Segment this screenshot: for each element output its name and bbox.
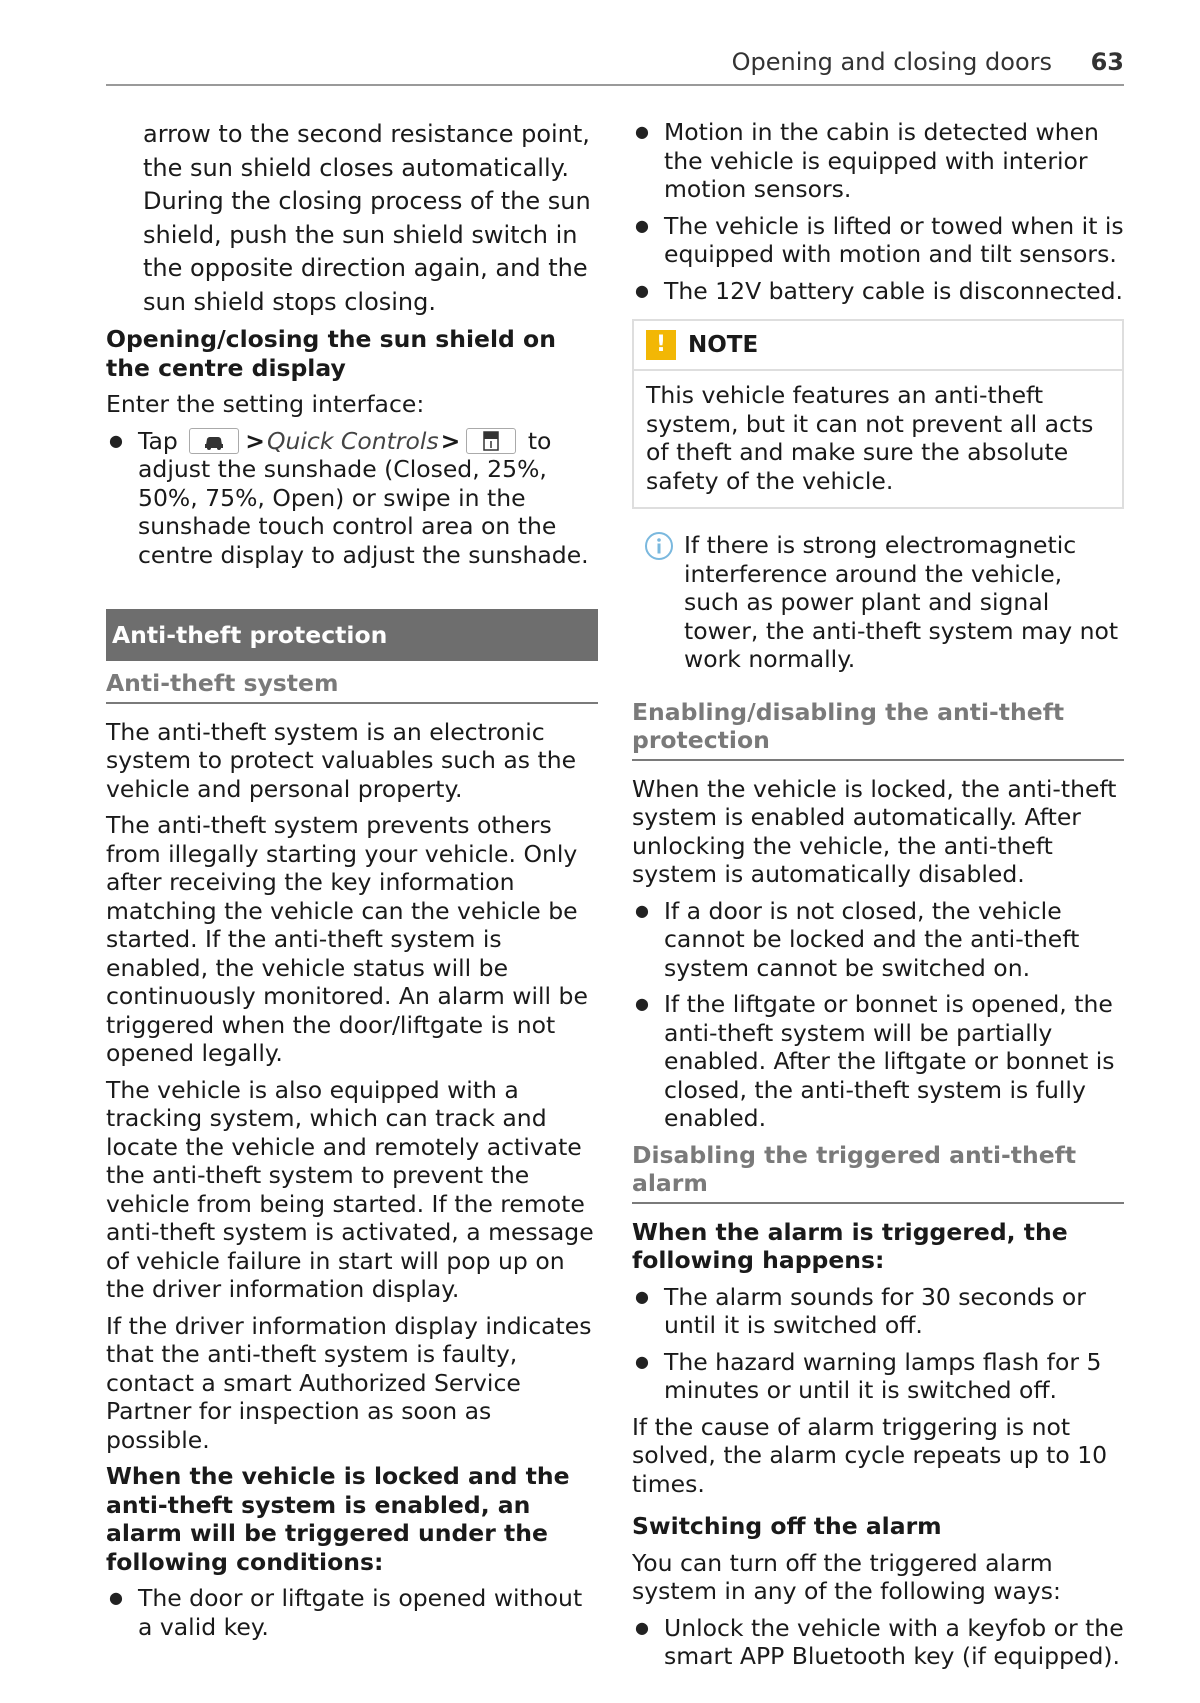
warning-icon: !	[646, 330, 676, 360]
paragraph: If the cause of alarm triggering is not solved, the alarm cycle repeats up to 10 times.	[632, 1412, 1108, 1498]
left-column	[106, 118, 598, 1649]
chevron-right-icon: >	[440, 426, 461, 455]
chevron-right-icon: >	[245, 426, 265, 455]
conditions-list	[106, 1584, 598, 1641]
note-box	[632, 319, 1124, 509]
triggered-list	[632, 1283, 1124, 1405]
note-body	[634, 371, 1122, 507]
switching-off-heading: Switching off the alarm	[632, 1512, 942, 1540]
car-icon	[189, 428, 239, 454]
tap-list	[106, 427, 598, 570]
switching-list	[632, 1614, 1124, 1671]
list-item: ● The vehicle is lifted or towed when it is equipped with motion and tilt sensors.	[632, 212, 1124, 269]
list-item: ● The hazard warning lamps flash for 5 minutes or until it is switched off.	[632, 1348, 1124, 1405]
disabling-heading: Disabling the triggered anti-theft alarm	[632, 1141, 1124, 1204]
info-icon	[644, 531, 674, 561]
alarm-conditions-heading: When the vehicle is locked and the anti-theft system is enabled, an alarm will be triggered under the following conditions:	[106, 1462, 570, 1576]
list-item: ● Motion in the cabin is detected when the vehicle is equipped with interior motion sensors.	[632, 118, 1124, 204]
centre-display-heading: Opening/closing the sun shield on the centre display	[106, 325, 556, 382]
conditions-list-continued	[632, 118, 1124, 305]
enabling-heading: Enabling/disabling the anti-theft protection	[632, 690, 1124, 761]
paragraph: The vehicle is also equipped with a tracking system, which can track and locate the vehicle and remotely activate the anti-theft system to prevent the vehicle from being started. If the remote anti-theft system is activated, a message of vehicle failure in start will pop up on the driver information display.	[106, 1075, 594, 1303]
list-item: ● The 12V battery cable is disconnected.	[632, 277, 1124, 306]
anti-theft-system-heading: Anti-theft system	[106, 661, 598, 704]
chapter-title: Opening and closing doors	[731, 48, 1052, 76]
list-item: ● Unlock the vehicle with a keyfob or the smart APP Bluetooth key (if equipped).	[632, 1614, 1124, 1671]
info-block	[632, 531, 1124, 674]
paragraph: If the driver information display indicates that the anti-theft system is faulty, contact a smart Authorized Service Partner for inspection as soon as possible.	[106, 1311, 592, 1454]
sunshade-icon	[466, 428, 516, 454]
note-text: This vehicle features an anti-theft system, but it can not prevent all acts of theft and make sure the absolute safety of the vehicle.	[646, 381, 1094, 495]
enter-setting-text: Enter the setting interface:	[106, 390, 425, 418]
triggered-heading: When the alarm is triggered, the following happens:	[632, 1217, 1068, 1274]
paragraph: When the vehicle is locked, the anti-theft system is enabled automatically. After unlocking the vehicle, the anti-theft system is automatically disabled.	[632, 774, 1117, 888]
page-number: 63	[1090, 48, 1124, 76]
note-header	[634, 321, 1122, 371]
section-title: Anti-theft protection	[106, 609, 598, 661]
list-item: ● If a door is not closed, the vehicle cannot be locked and the anti-theft system cannot be switched on.	[632, 897, 1124, 983]
right-column	[632, 118, 1124, 1679]
list-item: ● If the liftgate or bonnet is opened, the anti-theft system will be partially enabled. After the liftgate or bonnet is closed, the anti-theft system is fully enabled.	[632, 990, 1124, 1133]
tap-suffix: to adjust the sunshade (Closed, 25%, 50%, 75%, Open) or swipe in the sunshade touch control area on the centre display to adjust the sunshade.	[138, 426, 589, 569]
list-item: ● The alarm sounds for 30 seconds or until it is switched off.	[632, 1283, 1124, 1340]
tap-prefix: Tap	[138, 426, 178, 455]
paragraph: The anti-theft system is an electronic system to protect valuables such as the vehicle and personal property.	[106, 717, 577, 803]
paragraph: The anti-theft system prevents others from illegally starting your vehicle. Only after receiving the key information matching the vehicle can the vehicle be started. If the anti-theft system is enabled, the vehicle status will be continuously monitored. An alarm will be triggered when the door/liftgate is not opened legally.	[106, 811, 588, 1067]
note-title: NOTE	[688, 332, 759, 358]
enabling-list	[632, 897, 1124, 1133]
paragraph: You can turn off the triggered alarm system in any of the following ways:	[632, 1548, 1061, 1605]
quick-controls-label: Quick Controls	[266, 426, 439, 455]
list-item	[106, 427, 598, 570]
list-item: ● The door or liftgate is opened without a valid key.	[106, 1584, 598, 1641]
intro-paragraph: arrow to the second resistance point, the sun shield closes automatically. During the closing process of the sun shield, push the sun shield switch in the opposite direction again, and the sun shield stops closing.	[143, 120, 591, 316]
page-header	[106, 44, 1124, 86]
info-text: If there is strong electromagnetic interference around the vehicle, such as power plant and signal tower, the anti-theft system may not work normally.	[684, 531, 1119, 673]
